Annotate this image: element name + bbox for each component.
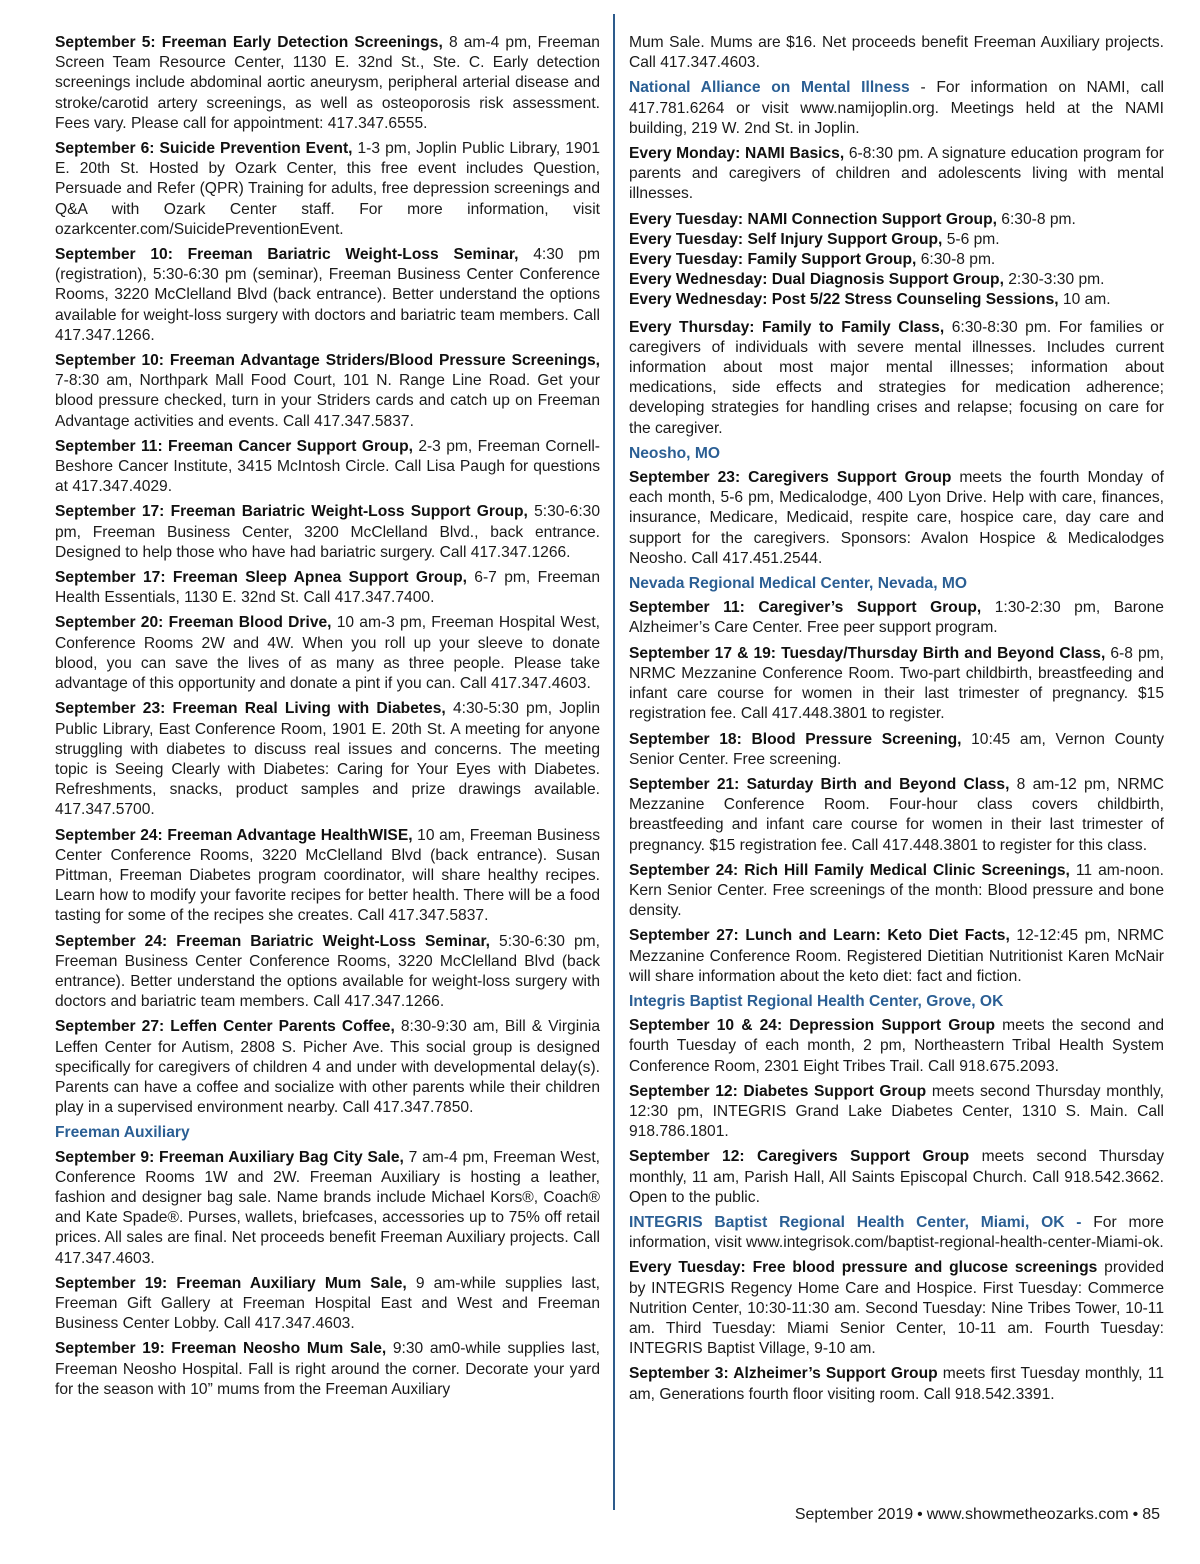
- event-title: Every Wednesday: Post 5/22 Stress Counseling Sessions,: [629, 291, 1059, 309]
- event-details: 6:30-8 pm.: [996, 210, 1076, 228]
- event-details: meets second Thursday monthly, 11 am, Parish Hall, All Saints Episcopal Church. Call 918.542.3662. Open to the public.: [629, 1148, 1164, 1206]
- event-details: 4:30 pm (registration), 5:30-6:30 pm (seminar), Freeman Business Center Conference Rooms, 3220 McClelland Blvd (back entrance). Better understand the options available for weight-loss surgery with doctors and bariatric team members. Call 417.347.1266.: [55, 246, 600, 344]
- event-details: 7 am-4 pm, Freeman West, Conference Rooms 1W and 2W. Freeman Auxiliary is hosting a leather, fashion and designer bag sale. Name brands include Michael Kors®, Coach® and Kate Spade®. Purses, wallets, briefcases, accessories up to 75% off retail prices. All sales are final. Net proceeds benefit Freeman Auxiliary projects. Call 417.347.4603.: [55, 1148, 601, 1267]
- footer-bullet: •: [917, 1506, 923, 1523]
- event-details: 7-8:30 am, Northpark Mall Food Court, 101 N. Range Line Road. Get your blood pressure checked, turn in your Striders cards and catch up on Freeman Advantage activities and events. Call 417.347.5837.: [55, 372, 600, 430]
- page-number: 85: [1142, 1506, 1160, 1523]
- event-details: 6-8:30 pm. A signature education program for parents and caregivers of children and adolescents living with mental illnesses.: [629, 145, 1164, 203]
- event-title: Every Monday: NAMI Basics,: [629, 145, 845, 163]
- event-title: September 12: Caregivers Support Group: [629, 1148, 970, 1166]
- event-entry: [629, 230, 1164, 250]
- event-details: 9:30 am0-while supplies last, Freeman Neosho Hospital. Fall is right around the corner. Decorate your yard for the season with 10” mums from the Freeman Auxiliary: [55, 1340, 600, 1398]
- event-title: September 6: Suicide Prevention Event,: [55, 140, 353, 158]
- event-details: meets first Tuesday monthly, 11 am, Generations fourth floor visiting room. Call 918.542.3391.: [629, 1365, 1164, 1403]
- event-entry: [55, 1274, 600, 1335]
- section-heading: Integris Baptist Regional Health Center, Grove, OK: [629, 992, 1004, 1010]
- event-entry: [55, 826, 600, 927]
- event-details: 5:30-6:30 pm, Freeman Business Center Conference Rooms, 3220 McClelland Blvd (back entrance). Better understand the options available for weight-loss surgery with doctors and bariatric team members. Call 417.347.1266.: [55, 932, 600, 1011]
- event-details: 1:30-2:30 pm, Barone Alzheimer’s Care Center. Free peer support program.: [629, 599, 1164, 637]
- event-entry: [629, 1082, 1164, 1143]
- event-entry: [55, 1339, 600, 1400]
- event-entry: [55, 139, 600, 240]
- event-details: 5-6 pm.: [942, 230, 1000, 248]
- event-title: September 23: Caregivers Support Group: [629, 469, 952, 487]
- page-footer: [795, 1505, 1160, 1525]
- event-title: September 24: Rich Hill Family Medical Clinic Screenings,: [629, 861, 1070, 879]
- event-entry: [629, 144, 1164, 205]
- event-entry: [629, 210, 1164, 230]
- event-title: September 19: Freeman Auxiliary Mum Sale,: [55, 1274, 407, 1292]
- event-title: September 10: Freeman Bariatric Weight-Loss Seminar,: [55, 246, 519, 264]
- section-details: - For information on NAMI, call 417.781.6264 or visit www.namijoplin.org. Meetings held at the NAMI building, 219 W. 2nd St. in Joplin.: [629, 79, 1164, 137]
- event-title: September 18: Blood Pressure Screening,: [629, 730, 962, 748]
- event-entry: [55, 351, 600, 432]
- event-title: September 17: Freeman Sleep Apnea Support Group,: [55, 569, 467, 587]
- event-details: 8:30-9:30 am, Bill & Virginia Leffen Center for Autism, 2808 S. Picher Ave. This social group is designed specifically for caregivers of children 4 and under with developmental delay(s). Parents can have a coffee and socialize with other parents while their children play in a supervised environment nearby. Call 417.347.7850.: [55, 1018, 600, 1117]
- event-entry: [55, 245, 600, 346]
- event-title: Every Tuesday: Family Support Group,: [629, 251, 917, 269]
- event-details: 6:30-8:30 pm. For families or caregivers of individuals with severe mental illnesses. Includes current information about most major mental illnesses; information about medications, side effects and strategies for medication adherence; developing strategies for handling crises and relapse; focusing on care for the caregiver.: [629, 318, 1164, 437]
- section-heading: Neosho, MO: [629, 444, 720, 462]
- left-column: [55, 33, 600, 1405]
- event-details: 8 am-12 pm, NRMC Mezzanine Conference Room. Four-hour class covers childbirth, breastfeeding and infant care course for women in their last trimester of pregnancy. $15 registration fee. Call 417.448.3801 to register for this class.: [629, 775, 1164, 854]
- event-details: 6:30-8 pm.: [916, 251, 996, 269]
- event-entry: [55, 613, 600, 694]
- event-entry: [629, 775, 1164, 856]
- section-heading: Nevada Regional Medical Center, Nevada, MO: [629, 575, 967, 593]
- event-entry: [629, 1258, 1164, 1359]
- event-title: September 21: Saturday Birth and Beyond Class,: [629, 775, 1010, 793]
- event-title: September 23: Freeman Real Living with Diabetes,: [55, 700, 446, 718]
- event-details: 5:30-6:30 pm, Freeman Business Center, 3200 McClelland Blvd., back entrance. Designed to help those who have had bariatric surgery. Call 417.347.1266.: [55, 503, 601, 561]
- event-title: September 27: Lunch and Learn: Keto Diet Facts,: [629, 927, 1010, 945]
- footer-website: www.showmetheozarks.com: [926, 1506, 1129, 1523]
- event-entry: [629, 730, 1164, 770]
- event-details: 10:45 am, Vernon County Senior Center. Free screening.: [629, 730, 1164, 768]
- event-details: 10 am-3 pm, Freeman Hospital West, Conference Rooms 2W and 4W. When you roll up your sleeve to donate blood, you can save the lives of as many as three people. Please take advantage of this opportunity and donate a pint if you can. Call 417.347.4603.: [55, 614, 600, 693]
- footer-bullet: •: [1132, 1506, 1139, 1523]
- column-divider: [613, 14, 615, 1510]
- section-details: For more information, visit www.integrisok.com/baptist-regional-health-center-Miami-ok.: [629, 1213, 1164, 1252]
- event-title: September 5: Freeman Early Detection Screenings,: [55, 34, 443, 51]
- event-title: September 19: Freeman Neosho Mum Sale,: [55, 1340, 387, 1358]
- section-heading: INTEGRIS Baptist Regional Health Center, Miami, OK -: [629, 1213, 1082, 1231]
- event-details: Mum Sale. Mums are $16. Net proceeds benefit Freeman Auxiliary projects. Call 417.347.4603.: [629, 34, 1164, 72]
- event-details: 12-12:45 pm, NRMC Mezzanine Conference Room. Registered Dietitian Nutritionist Karen McNair will share information about the keto diet: fact and fiction.: [629, 927, 1165, 985]
- event-details: 9 am-while supplies last, Freeman Gift Gallery at Freeman Hospital East and West and Freeman Business Center Lobby. Call 417.347.4603.: [55, 1274, 600, 1333]
- event-details: meets the second and fourth Tuesday of each month, 2 pm, Northeastern Tribal Health System Conference Room, 2301 Eight Tribes Trail. Call 918.675.2093.: [629, 1017, 1164, 1075]
- event-details: 1-3 pm, Joplin Public Library, 1901 E. 20th St. Hosted by Ozark Center, this free event includes Question, Persuade and Refer (QPR) Training for adults, free depression screenings and Q&A with Ozark Center staff. For more information, visit ozarkcenter.com/SuicidePreventionEvent.: [55, 140, 600, 238]
- event-entry-continued: [629, 33, 1164, 73]
- event-details: 11 am-noon. Kern Senior Center. Free screenings of the month: Blood pressure and bone density.: [629, 861, 1165, 920]
- event-title: September 11: Freeman Cancer Support Group,: [55, 437, 413, 455]
- event-title: September 12: Diabetes Support Group: [629, 1082, 927, 1100]
- event-details: 10 am.: [1058, 291, 1111, 309]
- event-entry: [55, 502, 600, 563]
- event-entry: [629, 318, 1164, 439]
- event-title: Every Tuesday: Free blood pressure and glucose screenings: [629, 1259, 1098, 1277]
- event-title: Every Wednesday: Dual Diagnosis Support Group,: [629, 271, 1004, 289]
- event-details: meets second Thursday monthly, 12:30 pm, INTEGRIS Grand Lake Diabetes Center, 1310 S. Main. Call 918.786.1801.: [629, 1082, 1164, 1141]
- event-details: 4:30-5:30 pm, Joplin Public Library, East Conference Room, 1901 E. 20th St. A meeting for anyone struggling with diabetes to discuss real issues and concerns. The meeting topic is Seeing Clearly with Diabetes: Caring for Your Eyes with Diabetes. Refreshments, snacks, product samples and prize drawings available. 417.347.5700.: [55, 700, 600, 819]
- event-entry: [629, 644, 1164, 725]
- event-title: September 17: Freeman Bariatric Weight-Loss Support Group,: [55, 503, 528, 521]
- event-title: September 10: Freeman Advantage Striders/Blood Pressure Screenings,: [55, 352, 600, 370]
- event-title: September 24: Freeman Advantage HealthWISE,: [55, 826, 413, 844]
- event-title: Every Tuesday: Self Injury Support Group,: [629, 230, 943, 248]
- event-entry: [629, 1016, 1164, 1077]
- section-heading: National Alliance on Mental Illness: [629, 79, 910, 97]
- event-entry: [629, 270, 1164, 290]
- event-entry: [55, 33, 600, 134]
- event-entry: [629, 290, 1164, 310]
- event-title: Every Tuesday: NAMI Connection Support Group,: [629, 210, 997, 228]
- right-column: [629, 33, 1164, 1410]
- event-entry: [55, 568, 600, 608]
- event-title: September 27: Leffen Center Parents Coffee,: [55, 1018, 395, 1036]
- event-title: September 9: Freeman Auxiliary Bag City Sale,: [55, 1148, 404, 1166]
- event-title: Every Thursday: Family to Family Class,: [629, 318, 945, 336]
- event-title: September 11: Caregiver’s Support Group,: [629, 599, 982, 617]
- event-entry: [55, 699, 600, 820]
- section-entry: [629, 78, 1164, 139]
- event-details: 6-7 pm, Freeman Health Essentials, 1130 E. 32nd St. Call 417.347.7400.: [55, 569, 600, 607]
- event-title: September 24: Freeman Bariatric Weight-Loss Seminar,: [55, 932, 490, 950]
- footer-issue: September 2019: [794, 1506, 914, 1523]
- section-heading: Freeman Auxiliary: [55, 1124, 190, 1142]
- event-entry: [629, 861, 1164, 922]
- event-title: September 17 & 19: Tuesday/Thursday Birth and Beyond Class,: [629, 644, 1106, 662]
- event-entry: [629, 468, 1164, 569]
- event-entry: [55, 1017, 600, 1118]
- event-entry: [629, 1147, 1164, 1208]
- event-details: provided by INTEGRIS Regency Home Care and Hospice. First Tuesday: Commerce Nutrition Center, 10:30-11:30 am. Second Tuesday: Nine Tribes Tower, 10-11 am. Third Tuesday: Miami Senior Center, 10-11 am. Fourth Tuesday: INTEGRIS Baptist Village, 9-10 am.: [629, 1259, 1164, 1358]
- event-entry: [629, 598, 1164, 638]
- event-title: September 3: Alzheimer’s Support Group: [629, 1365, 938, 1383]
- event-entry: [629, 250, 1164, 270]
- event-details: 6-8 pm, NRMC Mezzanine Conference Room. Two-part childbirth, breastfeeding and infant care course for women in their last trimester of pregnancy. $15 registration fee. Call 417.448.3801 to register.: [629, 644, 1164, 723]
- event-title: September 20: Freeman Blood Drive,: [55, 614, 332, 632]
- event-entry: [629, 1364, 1164, 1404]
- event-details: 2:30-3:30 pm.: [1003, 271, 1105, 289]
- event-entry: [55, 437, 600, 498]
- event-details: 8 am-4 pm, Freeman Screen Team Resource Center, 1130 E. 32nd St., Ste. C. Early detection screenings include abdominal aortic aneurysm, peripheral arterial disease and stroke/carotid artery screenings, as well as osteoporosis risk assessment. Fees vary. Please call for appointment: 417.347.6555.: [55, 34, 600, 132]
- section-entry: [629, 1213, 1164, 1253]
- event-details: meets the fourth Monday of each month, 5-6 pm, Medicalodge, 400 Lyon Drive. Help with care, finances, insurance, Medicare, Medicaid, respite care, hospice care, day care and support for the caregivers. Sponsors: Avalon Hospice & Medicalodges Neosho. Call 417.451.2544.: [629, 469, 1164, 567]
- event-title: September 10 & 24: Depression Support Group: [629, 1017, 996, 1035]
- event-entry: [55, 1148, 600, 1269]
- event-details: 10 am, Freeman Business Center Conference Rooms, 3220 McClelland Blvd (back entrance). Susan Pittman, Freeman Diabetes program coordinator, will share healthy recipes. Learn how to modify your favorite recipes for better health. There will be a food tasting for some of the recipes she creates. Call 417.347.5837.: [55, 826, 601, 925]
- event-entry: [55, 932, 600, 1013]
- event-details: 2-3 pm, Freeman Cornell-Beshore Cancer Institute, 3415 McIntosh Circle. Call Lisa Paugh for questions at 417.347.4029.: [55, 437, 600, 496]
- event-entry: [629, 926, 1164, 987]
